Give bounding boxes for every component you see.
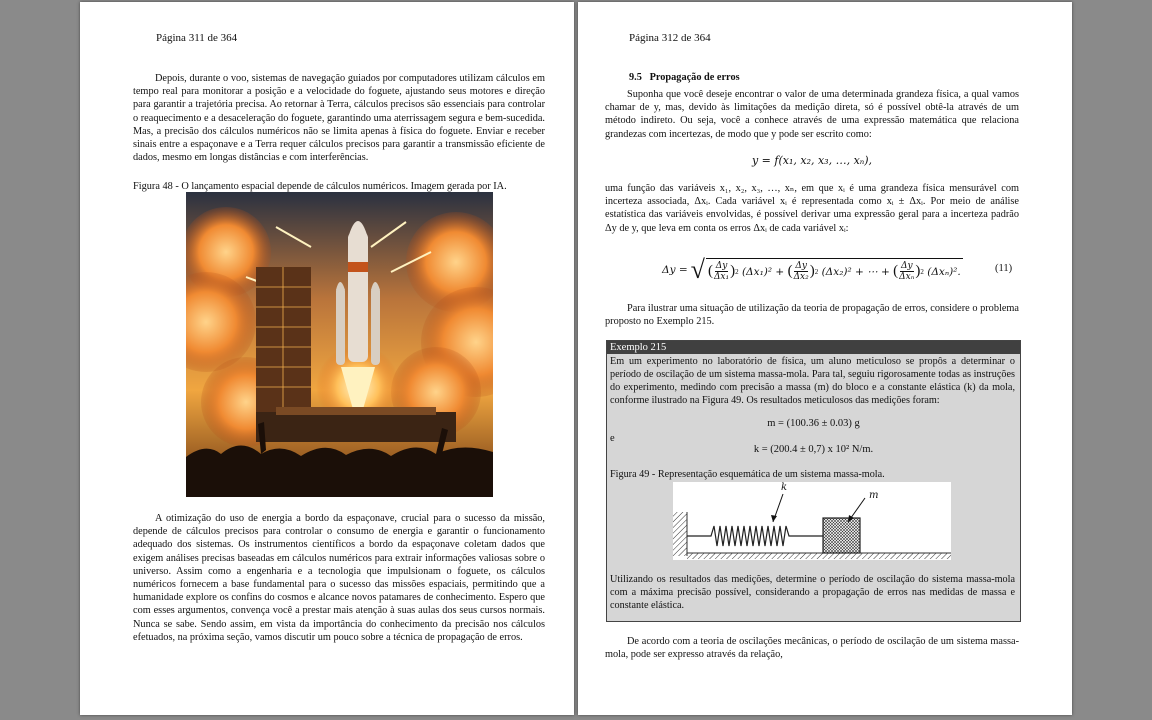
- paragraph-text: uma função das variáveis x₁, x₂, x₃, …, xₙ, em que xᵢ é uma grandeza física mensurável com incerteza associada, Δxᵢ. Cada variável xᵢ é representada como xᵢ ± Δxᵢ. Por meio de análise estatística das variáveis envolvidas, é possível derivar uma expressão geral para a incerteza padrão Δy de y, que leva em conta os erros Δxᵢ de cada variável xᵢ:: [605, 183, 1019, 234]
- example-header: Exemplo 215: [607, 341, 1020, 354]
- equation-number: (11): [995, 263, 1013, 274]
- error-propagation-equation: Δy = √ ( $\frac{\Delta y}{\text{Δx₁}}$ ) 2 (Δx₁)² + ( $\frac{\Delta y}{\text{Δx₂}}$ ) 2 (Δx₂)² + ⋯ + ( $\frac{\Delta y}{\text{Δxₙ}}$ ) 2 (Δxₙ)².: [662, 255, 961, 284]
- conjunction-text: e: [610, 433, 615, 444]
- figure-caption: Figura 48 - O lançamento espacial depende de cálculos numéricos. Imagem gerada por IA.: [133, 181, 507, 192]
- mass-measurement: m = (100.36 ± 0.03) g: [767, 418, 860, 429]
- rocket-launch-image: [186, 192, 493, 497]
- figure-caption: Figura 49 - Representação esquemática de um sistema massa-mola.: [610, 469, 885, 480]
- section-number: 9.5: [629, 72, 642, 83]
- spring-mass-diagram: [673, 482, 951, 560]
- example-box: [606, 340, 1021, 622]
- paragraph: [605, 302, 1019, 328]
- paragraph-text: De acordo com a teoria de oscilações mecânicas, o período de oscilação de um sistema massa-mola, pode ser expresso através da relação,: [605, 636, 1019, 661]
- page-number-label: Página 312 de 364: [629, 32, 711, 44]
- paragraph: [133, 72, 545, 164]
- paragraph-text: Para ilustrar uma situação de utilização da teoria de propagação de erros, considere o problema proposto no Exemplo 215.: [605, 303, 1019, 328]
- spring-constant-measurement: k = (200.4 ± 0,7) x 10² N/m.: [753, 444, 874, 455]
- paragraph-text: Suponha que você deseje encontrar o valor de uma determinada grandeza física, a qual vamos chamar de y, mas, devido às limitações da medição direta, só é possível obtê-la através de um método indireto. Ou seja, você a conhece através de uma expressão matemática que relaciona grandezas com incertezas, de modo que y pode ser escrito como:: [605, 89, 1019, 140]
- example-intro: Em um experimento no laboratório de física, um aluno meticuloso se propôs a determinar o período de oscilação de um sistema massa-mola. Para tal, seguiu rigorosamente todas as instruções do experimento, medindo com precisão a massa (m) do bloco e a constante elástica (k) da mola, conforme ilustrado na Figura 49. Os resultados meticulosos das medições foram:: [610, 356, 1015, 406]
- paragraph: [605, 182, 1019, 235]
- spring-label-k: k: [781, 482, 788, 493]
- page-number-label: Página 311 de 364: [156, 32, 238, 44]
- paragraph: [133, 512, 545, 644]
- paragraph-text: A otimização do uso de energia a bordo da espaçonave, crucial para o sucesso da missão, depende de cálculos precisos para controlar o consumo de energia e garantir o funcionamento adequado dos sistemas. Os instrumentos científicos a bordo da espaçonave coletam dados que exigem análises precisas baseadas em cálculos numéricos para extrair informações valiosas sobre o universo. Assim como a engenharia e a tecnologia que impulsionam o foguete, os cálculos numéricos fornecem a base fundamental para o sucesso das missões espaciais, permitindo que a humanidade explore os confins do cosmos e alcance novos patamares de conhecimento. Espero que com esses argumentos, convença você a prestar mais atenção à suas aulas dos seus cursos normais. Nunca se sabe. Sendo assim, em vista da importância do conhecimento da precisão nos cálculos efetuados, na próxima seção, vamos discutir um pouco sobre a técnica de propagação de erros.: [133, 513, 545, 643]
- example-task: Utilizando os resultados das medições, determine o período de oscilação do sistema massa-mola com a máxima precisão possível, considerando a propagação de erros nas medidas de massa e constante elástica.: [610, 574, 1015, 611]
- paragraph: [605, 88, 1019, 141]
- mass-label-m: m: [869, 490, 879, 501]
- function-equation: y = f(x₁, x₂, x₃, …, xₙ),: [751, 154, 873, 167]
- right-page: [578, 2, 1072, 715]
- paragraph-text: Depois, durante o voo, sistemas de navegação guiados por computadores utilizam cálculos em tempo real para monitorar a posição e a velocidade do foguete, ajustando seus motores e direção para garantir a trajetória precisa. Ao retornar à Terra, cálculos precisos são essenciais para controlar o reaquecimento e a desaceleração do foguete, garantindo uma aterrissagem segura e bem-sucedida. Mas, a precisão dos cálculos numéricos não se limita apenas à física do foguete. Enviar e receber sinais entre a espaçonave e a Terra requer cálculos precisos para garantir a transmissão eficiente de dados, mesmo em longas distâncias e com interferências.: [133, 73, 545, 164]
- section-heading: [629, 72, 740, 83]
- left-page: [80, 2, 574, 715]
- section-title: Propagação de erros: [649, 72, 740, 83]
- paragraph: [605, 635, 1019, 661]
